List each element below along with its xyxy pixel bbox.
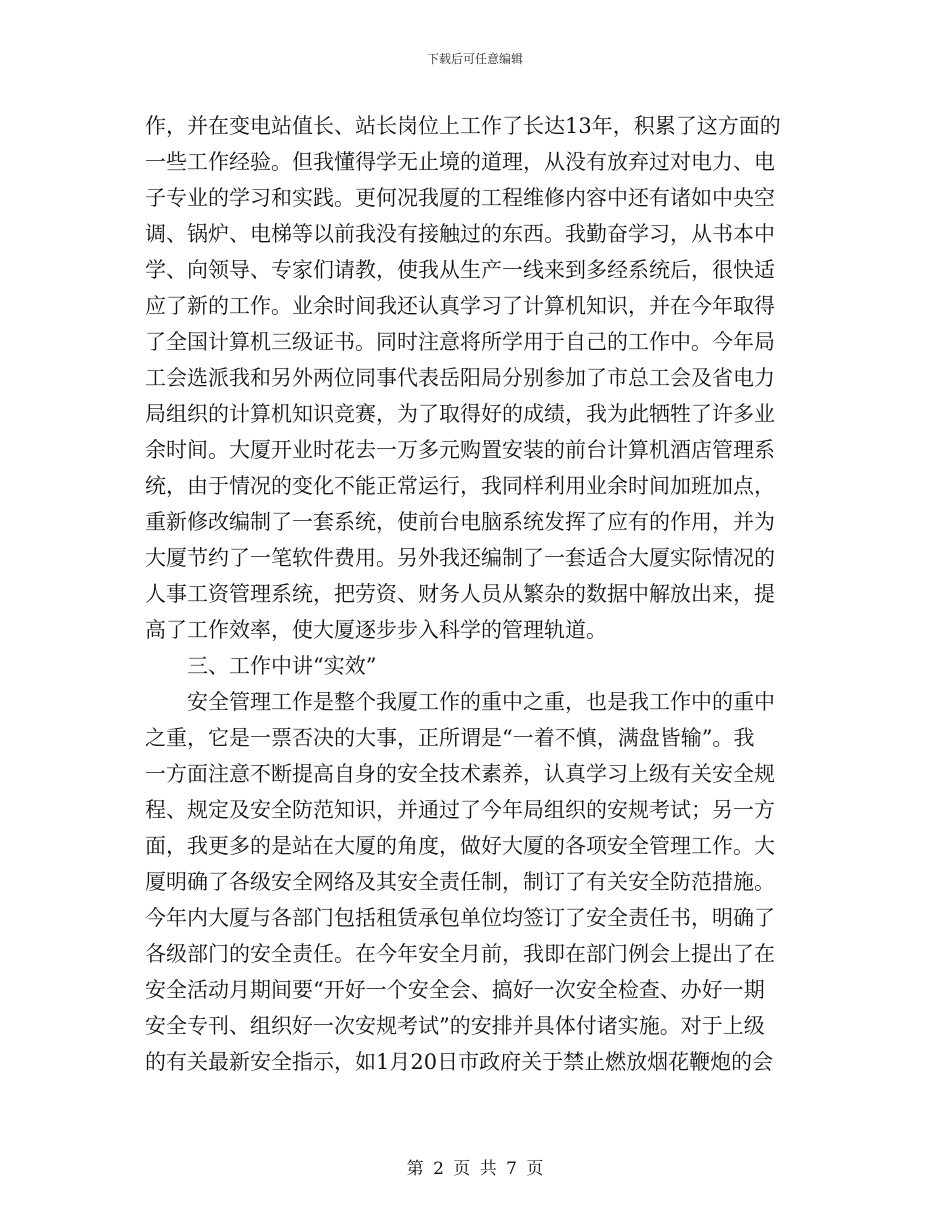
text-line: 程、规定及安全防范知识，并通过了今年局组织的安规考试；另一方: [145, 798, 775, 822]
text-line: 的有关最新安全指示，如1月20日市政府关于禁止燃放烟花鞭炮的会: [145, 1050, 774, 1074]
text-line: 局组织的计算机知识竞赛，为了取得好的成绩，我为此牺牲了许多业: [145, 402, 775, 426]
text-line: 应了新的工作。业余时间我还认真学习了计算机知识，并在今年取得: [145, 294, 775, 318]
text-line: 今年内大厦与各部门包括租赁承包单位均签订了安全责任书，明确了: [145, 906, 775, 930]
page-header: 下载后可任意编辑: [426, 52, 523, 66]
text-line: 子专业的学习和实践。更何况我厦的工程维修内容中还有诸如中央空: [145, 186, 775, 210]
text-line: 各级部门的安全责任。在今年安全月前，我即在部门例会上提出了在: [145, 942, 775, 966]
text-line: 人事工资管理系统，把劳资、财务人员从繁杂的数据中解放出来，提: [145, 582, 775, 606]
text-line: 余时间。大厦开业时花去一万多元购置安装的前台计算机酒店管理系: [145, 438, 775, 462]
text-line: 调、锅炉、电梯等以前我没有接触过的东西。我勤奋学习，从书本中: [145, 222, 775, 246]
text-line: 工会选派我和另外两位同事代表岳阳局分别参加了市总工会及省电力: [145, 366, 775, 390]
text-line: 面，我更多的是站在大厦的角度，做好大厦的各项安全管理工作。大: [145, 834, 775, 858]
text-line: 高了工作效率，使大厦逐步步入科学的管理轨道。: [145, 618, 607, 642]
text-line: 一方面注意不断提高自身的安全技术素养，认真学习上级有关安全规: [145, 762, 775, 786]
text-line: 厦明确了各级安全网络及其安全责任制，制订了有关安全防范措施。: [145, 870, 775, 894]
text-line: 之重，它是一票否决的大事，正所谓是“一着不慎，满盘皆输”。我: [145, 726, 755, 750]
text-line: 安全专刊、组织好一次安规考试”的安排并具体付诸实施。对于上级: [145, 1014, 765, 1038]
section-heading: 三、工作中讲“实效”: [187, 654, 377, 678]
text-line: 安全活动月期间要“开好一个安全会、搞好一次安全检查、办好一期: [145, 978, 765, 1002]
text-line: 大厦节约了一笔软件费用。另外我还编制了一套适合大厦实际情况的: [145, 546, 775, 570]
text-line: 重新修改编制了一套系统，使前台电脑系统发挥了应有的作用，并为: [145, 510, 775, 534]
text-line: 学、向领导、专家们请教，使我从生产一线来到多经系统后，很快适: [145, 258, 775, 282]
text-line: 安全管理工作是整个我厦工作的重中之重，也是我工作中的重中: [187, 690, 775, 714]
text-line: 作，并在变电站值长、站长岗位上工作了长达13年，积累了这方面的: [145, 114, 781, 138]
text-line: 了全国计算机三级证书。同时注意将所学用于自己的工作中。今年局: [145, 330, 775, 354]
text-line: 统，由于情况的变化不能正常运行，我同样利用业余时间加班加点，: [145, 474, 775, 498]
text-line: 一些工作经验。但我懂得学无止境的道理，从没有放弃过对电力、电: [145, 150, 775, 174]
page-number: 第 2 页 共 7 页: [406, 1159, 544, 1179]
